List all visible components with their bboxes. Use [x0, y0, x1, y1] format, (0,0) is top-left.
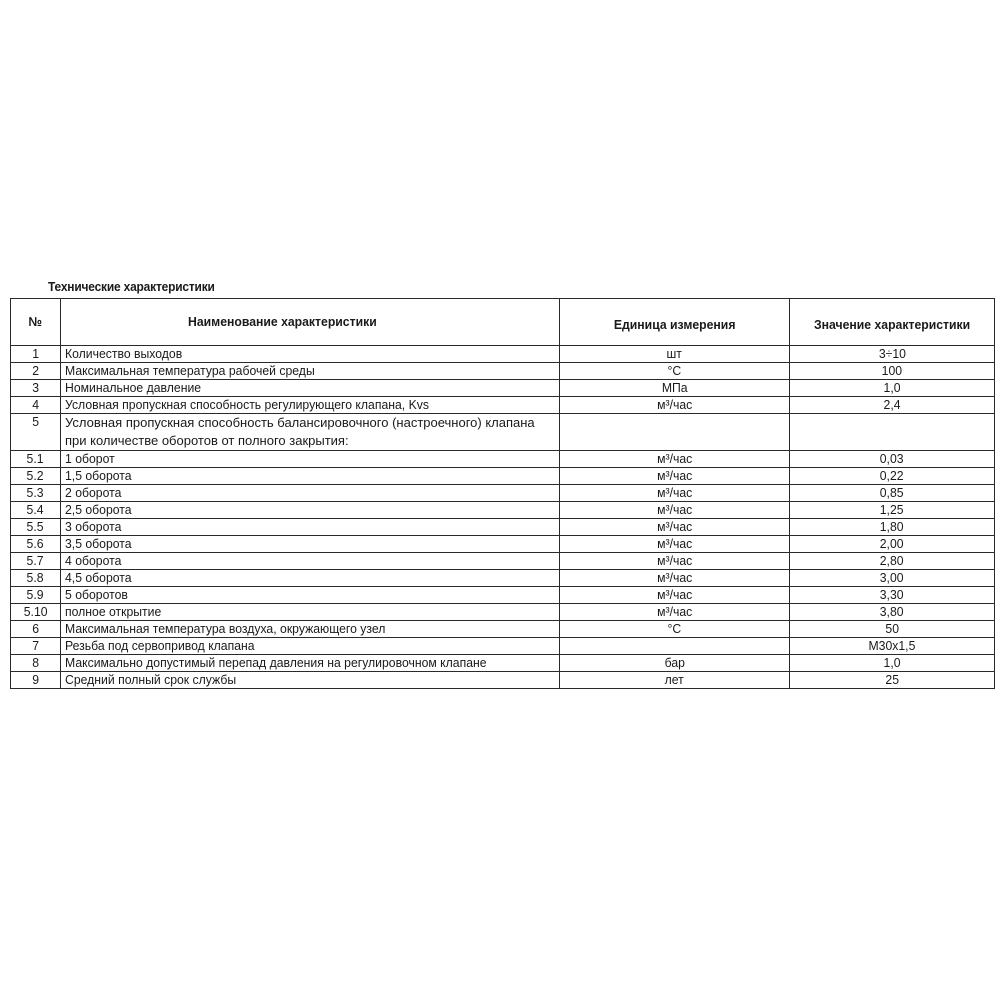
row-unit: м³/час: [560, 519, 790, 536]
row-value: 1,25: [790, 502, 995, 519]
row-value: 0,03: [790, 451, 995, 468]
row-name: Максимальная температура воздуха, окружающего узел: [61, 621, 560, 638]
row-value: 3,00: [790, 570, 995, 587]
row-unit: шт: [560, 346, 790, 363]
table-caption: Технические характеристики: [48, 279, 215, 294]
row-value: 1,0: [790, 655, 995, 672]
row-name: Условная пропускная способность регулирующего клапана, Kvs: [61, 397, 560, 414]
row-num: 3: [11, 380, 61, 397]
row-num: 1: [11, 346, 61, 363]
table-row: [11, 363, 995, 380]
table-header-row: [11, 299, 995, 346]
row-num: 7: [11, 638, 61, 655]
row-num: 5.3: [11, 485, 61, 502]
row-num: 5.10: [11, 604, 61, 621]
row-num: 2: [11, 363, 61, 380]
row-num: 5.7: [11, 553, 61, 570]
row-unit: °С: [560, 621, 790, 638]
row-name: 5 оборотов: [61, 587, 560, 604]
table-row: [11, 502, 995, 519]
row-name: 1,5 оборота: [61, 468, 560, 485]
row-unit: лет: [560, 672, 790, 689]
row-num: 5.5: [11, 519, 61, 536]
table-row: [11, 380, 995, 397]
row-unit: м³/час: [560, 553, 790, 570]
row-unit: м³/час: [560, 468, 790, 485]
row-name: 4 оборота: [61, 553, 560, 570]
row-num: 4: [11, 397, 61, 414]
table-row: [11, 485, 995, 502]
row-value: 3÷10: [790, 346, 995, 363]
row-value: 3,30: [790, 587, 995, 604]
row-name: Максимально допустимый перепад давления на регулировочном клапане: [61, 655, 560, 672]
row-value: 2,4: [790, 397, 995, 414]
row-unit: м³/час: [560, 451, 790, 468]
header-name: Наименование характеристики: [61, 299, 560, 346]
row-unit: °С: [560, 363, 790, 380]
row-name: 3,5 оборота: [61, 536, 560, 553]
table-row: [11, 346, 995, 363]
row-value: 1,80: [790, 519, 995, 536]
table-row: [11, 553, 995, 570]
row-name: 3 оборота: [61, 519, 560, 536]
table-row: [11, 570, 995, 587]
row-num: 5.6: [11, 536, 61, 553]
row-value: 1,0: [790, 380, 995, 397]
row-name: Номинальное давление: [61, 380, 560, 397]
specs-table: [10, 298, 995, 689]
row-num: 5.9: [11, 587, 61, 604]
row-num: 5.4: [11, 502, 61, 519]
row-num: 5.8: [11, 570, 61, 587]
row-name: 1 оборот: [61, 451, 560, 468]
row-value: 0,85: [790, 485, 995, 502]
row-unit: м³/час: [560, 587, 790, 604]
table-row: [11, 414, 995, 451]
row-name: Средний полный срок службы: [61, 672, 560, 689]
row-name: полное открытие: [61, 604, 560, 621]
row-unit: [560, 638, 790, 655]
header-num: №: [11, 299, 61, 346]
row-value: 2,80: [790, 553, 995, 570]
row-unit: м³/час: [560, 536, 790, 553]
row-unit: м³/час: [560, 397, 790, 414]
table-row: [11, 638, 995, 655]
row-value: 25: [790, 672, 995, 689]
table-row: [11, 587, 995, 604]
row-num: 5.2: [11, 468, 61, 485]
row-num: 5.1: [11, 451, 61, 468]
table-row: [11, 621, 995, 638]
table-row: [11, 451, 995, 468]
table-row: [11, 672, 995, 689]
row-value: 2,00: [790, 536, 995, 553]
row-value: 50: [790, 621, 995, 638]
table-row: [11, 655, 995, 672]
row-num: 6: [11, 621, 61, 638]
row-name: Условная пропускная способность балансировочного (настроечного) клапана при количестве оборотов от полного закрытия:: [61, 414, 560, 451]
row-name: 2,5 оборота: [61, 502, 560, 519]
row-value: 3,80: [790, 604, 995, 621]
row-unit: м³/час: [560, 502, 790, 519]
row-unit: м³/час: [560, 604, 790, 621]
row-name: 4,5 оборота: [61, 570, 560, 587]
table-row: [11, 397, 995, 414]
row-name: Количество выходов: [61, 346, 560, 363]
row-unit: м³/час: [560, 485, 790, 502]
row-name: Резьба под сервопривод клапана: [61, 638, 560, 655]
row-num: 5: [11, 414, 61, 451]
row-unit: м³/час: [560, 570, 790, 587]
row-unit: бар: [560, 655, 790, 672]
table-row: [11, 536, 995, 553]
row-unit: МПа: [560, 380, 790, 397]
row-num: 9: [11, 672, 61, 689]
row-value: 0,22: [790, 468, 995, 485]
row-num: 8: [11, 655, 61, 672]
table-row: [11, 519, 995, 536]
row-name: Максимальная температура рабочей среды: [61, 363, 560, 380]
row-unit: [560, 414, 790, 451]
table-row: [11, 604, 995, 621]
row-value: [790, 414, 995, 451]
table-row: [11, 468, 995, 485]
row-name: 2 оборота: [61, 485, 560, 502]
header-unit: Единица измерения: [560, 299, 790, 346]
row-value: 100: [790, 363, 995, 380]
row-value: M30x1,5: [790, 638, 995, 655]
header-value: Значение характеристики: [790, 299, 995, 346]
